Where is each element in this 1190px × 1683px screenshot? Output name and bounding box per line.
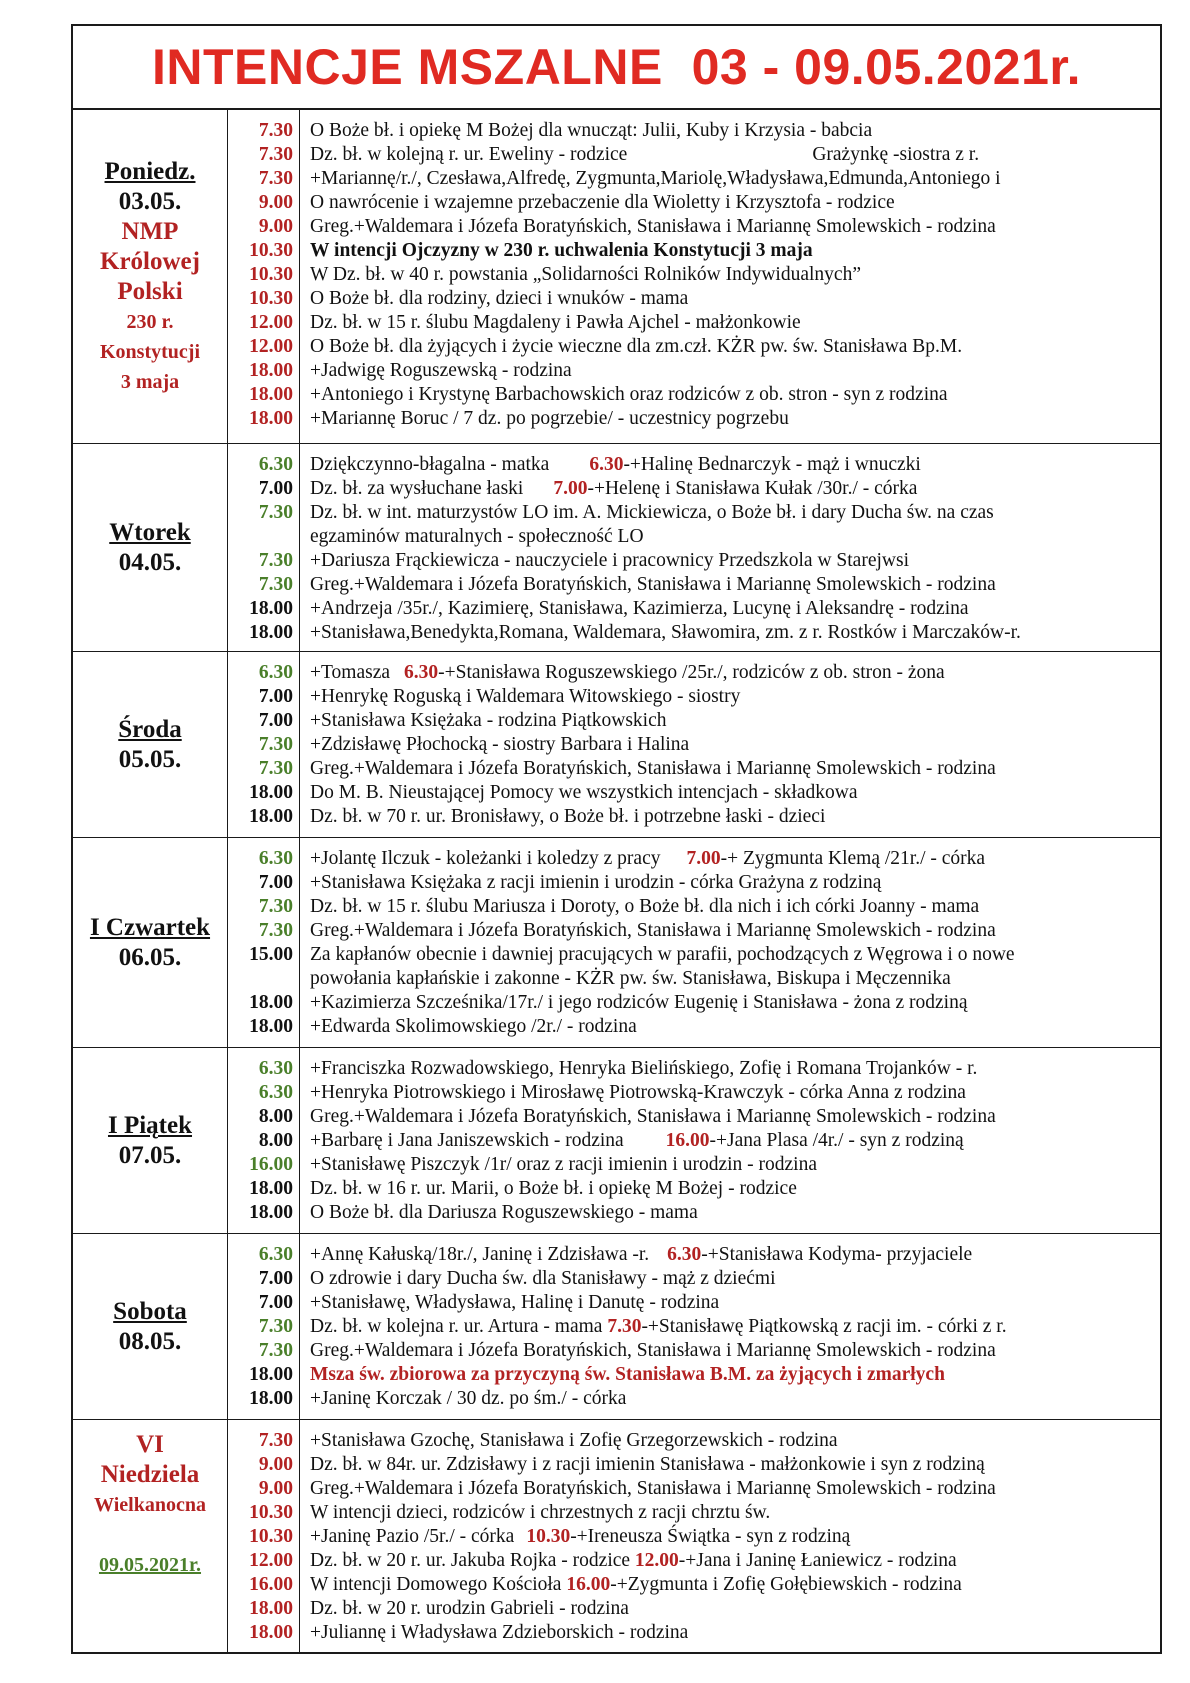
intention-line: +Stanisława Księżaka - rodzina Piątkowskich [310,710,667,731]
mass-time: 16.00 [249,1574,293,1595]
time-column [228,838,300,1047]
intention-line: +Annę Kałuską/18r./, Janinę i Zdzisława -r. 6.30-+Stanisława Kodyma- przyjaciele [310,1244,973,1265]
mass-time: 10.30 [249,264,293,285]
day-name: VI [136,1431,164,1458]
mass-time [228,525,293,549]
intention-line: O zdrowie i dary Ducha św. dla Stanisławy - mąż z dziećmi [310,1268,776,1289]
mass-time: 7.30 [258,1316,293,1337]
mass-time: 7.30 [258,1430,293,1451]
intention-line: +Mariannę Boruc / 7 dz. po pogrzebie/ - uczestnicy pogrzebu [310,408,789,429]
intention-line: +Jadwigę Roguszewską - rodzina [310,360,572,381]
mass-time: 7.30 [258,1340,293,1361]
mass-time: 7.30 [258,574,293,595]
intention-line: +Stanisławę Piszczyk /1r/ oraz z racji imienin i urodzin - rodzina [310,1154,817,1175]
intention-line: +Henrykę Roguską i Waldemara Witowskiego - siostry [310,686,741,707]
day-block-saturday [73,1234,1160,1420]
day-label [73,1048,228,1233]
mass-time: 7.00 [258,478,293,499]
intention-line: +Henryka Piotrowskiego i Mirosławę Piotrowską-Krawczyk - córka Anna z rodzina [310,1082,966,1103]
day-date: 03.05. [118,187,182,215]
intention-line: Greg.+Waldemara i Józefa Boratyńskich, Stanisława i Mariannę Smolewskich - rodzina [310,574,996,595]
intention-line: +Stanisława,Benedykta,Romana, Waldemara, Sławomira, zm. z r. Rostków i Marczaków-r. [310,622,1021,643]
intention-line: Dz. bł. za wysłuchane łaski 7.00-+Helenę i Stanisława Kułak /30r./ - córka [310,478,918,499]
mass-time: 16.00 [249,1154,293,1175]
day-label [73,110,228,443]
day-block-wednesday [73,652,1160,838]
page-title: INTENCJE MSZALNE 03 - 09.05.2021r. [73,26,1160,110]
intention-line: Do M. B. Nieustającej Pomocy we wszystkich intencjach - składkowa [310,782,858,803]
mass-time: 7.30 [258,120,293,141]
intention-line: Dz. bł. w 15 r. ślubu Mariusza i Doroty, o Boże bł. dla nich i ich córki Joanny - mama [310,896,980,917]
note-line: 230 r. [126,310,174,333]
mass-time: 8.00 [258,1106,293,1127]
mass-time: 6.30 [258,1244,293,1265]
mass-time: 7.00 [258,710,293,731]
mass-time: 10.30 [249,288,293,309]
intention-extra: Grażynkę -siostra z r. [812,144,980,165]
day-name: Sobota [113,1297,187,1325]
feast-line: Niedziela [100,1461,200,1488]
day-block-monday [73,110,1160,444]
day-label [73,1234,228,1419]
mass-time: 7.30 [258,758,293,779]
intention-line: W Dz. bł. w 40 r. powstania „Solidarności Rolników Indywidualnych” [310,264,861,285]
intention-line: +Franciszka Rozwadowskiego, Henryka Bielińskiego, Zofię i Romana Trojanków - r. [310,1058,978,1079]
intention-line: Dz. bł. w 84r. ur. Zdzisławy i z racji imienin Stanisława - małżonkowie i syn z rodziną [310,1454,985,1475]
mass-time: 7.00 [258,872,293,893]
intention-line: O Boże bł. dla rodziny, dzieci i wnuków - mama [310,288,689,309]
time-column [228,652,300,837]
intention-line: +Mariannę/r./, Czesława,Alfredę, Zygmunta,Mariolę,Władysława,Edmunda,Antoniego i [310,168,1001,189]
day-block-friday [73,1048,1160,1234]
time-column [228,1420,300,1652]
intention-line: +Barbarę i Jana Janiszewskich - rodzina 16.00-+Jana Plasa /4r./ - syn z rodziną [310,1130,964,1151]
note-line: 3 maja [120,370,180,393]
mass-time: 18.00 [249,806,293,827]
mass-time: 7.00 [258,1268,293,1289]
mass-time: 6.30 [258,1082,293,1103]
mass-time: 18.00 [249,1202,293,1223]
day-name: I Piątek [107,1111,193,1139]
intention-line: powołania kapłańskie i zakonne - KŻR pw. św. Stanisława, Biskupa i Męczennika [310,968,951,989]
mass-time: 9.00 [258,1454,293,1475]
intention-line: Dz. bł. w 20 r. urodzin Gabrieli - rodzina [310,1598,629,1619]
mass-time: 7.30 [258,144,293,165]
mass-time: 10.30 [249,240,293,261]
feast-line: Królowej [100,247,200,275]
mass-time: 18.00 [249,1178,293,1199]
intention-line: Dz. bł. w int. maturzystów LO im. A. Mickiewicza, o Boże bł. i dary Ducha św. na czas [310,502,994,523]
intention-line: +Stanisławę, Władysława, Halinę i Danutę - rodzina [310,1292,720,1313]
day-name: Wtorek [109,518,191,546]
intention-line: +Stanisława Gzochę, Stanisława i Zofię Grzegorzewskich - rodzina [310,1430,838,1451]
day-block-thursday [73,838,1160,1048]
mass-time: 18.00 [249,1388,293,1409]
mass-time: 10.30 [249,1526,293,1547]
intention-line: Dz. bł. w 15 r. ślubu Magdaleny i Pawła Ajchel - małżonkowie [310,312,801,333]
time-column [228,444,300,651]
mass-time: 18.00 [249,1364,293,1385]
day-date: 09.05.2021r. [98,1554,202,1576]
intention-line: W intencji Ojczyzny w 230 r. uchwalenia Konstytucji 3 maja [310,240,813,261]
intention-column [300,110,1160,443]
mass-time: 7.30 [258,920,293,941]
feast-line: Polski [117,277,183,305]
mass-time: 7.30 [258,734,293,755]
time-column [228,1048,300,1233]
intention-line: +Jolantę Ilczuk - koleżanki i koledzy z pracy 7.00-+ Zygmunta Klemą /21r./ - córka [310,848,986,869]
day-label [73,1420,228,1652]
mass-time: 8.00 [258,1130,293,1151]
intention-line: egzaminów maturalnych - społeczność LO [310,526,644,547]
mass-time: 18.00 [249,360,293,381]
intentions-sheet [71,24,1162,1654]
intention-line: Greg.+Waldemara i Józefa Boratyńskich, Stanisława i Mariannę Smolewskich - rodzina [310,920,996,941]
day-date: 07.05. [118,1141,182,1169]
intention-line: +Dariusza Frąckiewicza - nauczyciele i pracownicy Przedszkola w Starejwsi [310,550,909,571]
intention-line: Greg.+Waldemara i Józefa Boratyńskich, Stanisława i Mariannę Smolewskich - rodzina [310,1478,996,1499]
day-name: Środa [118,715,182,743]
intention-column [300,652,1160,837]
intention-line: +Tomasza 6.30-+Stanisława Roguszewskiego /25r./, rodziców z ob. stron - żona [310,662,945,683]
day-block-tuesday [73,444,1160,652]
intention-column [300,444,1160,651]
mass-time: 18.00 [249,1598,293,1619]
intention-line: W intencji Domowego Kościoła 16.00-+Zygmunta i Zofię Gołębiewskich - rodzina [310,1574,962,1595]
feast-line: NMP [121,217,179,245]
mass-time: 18.00 [249,622,293,643]
mass-time: 7.30 [258,896,293,917]
intention-line: W intencji dzieci, rodziców i chrzestnych z racji chrztu św. [310,1502,771,1523]
day-date: 05.05. [118,745,182,773]
mass-time: 15.00 [249,944,293,965]
day-label [73,838,228,1047]
intention-line: Dz. bł. w kolejną r. ur. Eweliny - rodzice Grażynkę -siostra z r. [310,144,980,165]
intention-line: +Juliannę i Władysława Zdzieborskich - rodzina [310,1622,689,1643]
mass-time: 18.00 [249,992,293,1013]
intention-line: Dz. bł. w 16 r. ur. Marii, o Boże bł. i opiekę M Bożej - rodzice [310,1178,797,1199]
intention-line: O Boże bł. i opiekę M Bożej dla wnucząt: Julii, Kuby i Krzysia - babcia [310,120,873,141]
mass-time: 18.00 [249,1622,293,1643]
intention-line: O Boże bł. dla żyjących i życie wieczne dla zm.czł. KŻR pw. św. Stanisława Bp.M. [310,336,963,357]
intention-line: Msza św. zbiorowa za przyczyną św. Stanisława B.M. za żyjących i zmarłych [310,1364,945,1385]
mass-time: 7.30 [258,168,293,189]
intention-line: +Edwarda Skolimowskiego /2r./ - rodzina [310,1016,637,1037]
intention-line: Dziękczynno-błagalna - matka 6.30-+Halinę Bednarczyk - mąż i wnuczki [310,454,921,475]
day-label [73,444,228,651]
mass-time: 7.30 [258,550,293,571]
intention-line: Dz. bł. w kolejna r. ur. Artura - mama 7.30-+Stanisławę Piątkowską z racji im. - córki z r. [310,1316,1007,1337]
mass-time: 18.00 [249,598,293,619]
intention-line: +Janinę Pazio /5r./ - córka 10.30-+Ireneusza Świątka - syn z rodziną [310,1526,851,1547]
intention-line: +Zdzisławę Płochocką - siostry Barbara i Halina [310,734,690,755]
day-date: 04.05. [118,548,182,576]
day-block-sunday [73,1420,1160,1652]
mass-time: 7.00 [258,1292,293,1313]
mass-time: 7.30 [258,502,293,523]
intention-column [300,1234,1160,1419]
day-date: 08.05. [118,1327,182,1355]
note-line: Wielkanocna [94,1494,206,1516]
mass-time: 18.00 [249,384,293,405]
mass-time: 7.00 [258,686,293,707]
intention-line: +Stanisława Księżaka z racji imienin i urodzin - córka Grażyna z rodziną [310,872,882,893]
mass-time [228,967,293,991]
note-line: Konstytucji [100,340,200,363]
intention-line: Greg.+Waldemara i Józefa Boratyńskich, Stanisława i Mariannę Smolewskich - rodzina [310,1340,996,1361]
time-column [228,1234,300,1419]
intention-line: Dz. bł. w 20 r. ur. Jakuba Rojka - rodzice 12.00-+Jana i Janinę Łaniewicz - rodzina [310,1550,957,1571]
intention-line: Za kapłanów obecnie i dawniej pracujących w parafii, pochodzących z Węgrowa i o nowe [310,944,1015,965]
intention-line: O nawrócenie i wzajemne przebaczenie dla Wioletty i Krzysztofa - rodzice [310,192,895,213]
mass-time: 12.00 [249,312,293,333]
mass-time: 18.00 [249,1016,293,1037]
mass-time: 6.30 [258,848,293,869]
day-name: I Czwartek [89,913,211,941]
intention-line: O Boże bł. dla Dariusza Roguszewskiego - mama [310,1202,698,1223]
mass-time: 6.30 [258,662,293,683]
intention-line: +Antoniego i Krystynę Barbachowskich oraz rodziców z ob. stron - syn z rodzina [310,384,948,405]
time-column [228,110,300,443]
mass-time: 9.00 [258,216,293,237]
intention-column [300,838,1160,1047]
mass-time: 6.30 [258,1058,293,1079]
mass-time: 6.30 [258,454,293,475]
intention-line: +Andrzeja /35r./, Kazimierę, Stanisława, Kazimierza, Lucynę i Aleksandrę - rodzina [310,598,969,619]
intention-line: Dz. bł. w 70 r. ur. Bronisławy, o Boże bł. i potrzebne łaski - dzieci [310,806,826,827]
intention-line: Greg.+Waldemara i Józefa Boratyńskich, Stanisława i Mariannę Smolewskich - rodzina [310,216,996,237]
mass-time: 9.00 [258,1478,293,1499]
intention-line: +Kazimierza Szcześnika/17r./ i jego rodziców Eugenię i Stanisława - żona z rodziną [310,992,968,1013]
mass-time: 18.00 [249,782,293,803]
mass-time: 10.30 [249,1502,293,1523]
mass-time: 12.00 [249,1550,293,1571]
mass-time: 18.00 [249,408,293,429]
day-date: 06.05. [118,943,182,971]
mass-time: 9.00 [258,192,293,213]
intention-line: Greg.+Waldemara i Józefa Boratyńskich, Stanisława i Mariannę Smolewskich - rodzina [310,1106,996,1127]
intention-line: Greg.+Waldemara i Józefa Boratyńskich, Stanisława i Mariannę Smolewskich - rodzina [310,758,996,779]
intention-column [300,1048,1160,1233]
day-name: Poniedz. [104,157,196,185]
intention-column [300,1420,1160,1652]
day-label [73,652,228,837]
mass-time: 12.00 [249,336,293,357]
intention-line: +Janinę Korczak / 30 dz. po śm./ - córka [310,1388,627,1409]
